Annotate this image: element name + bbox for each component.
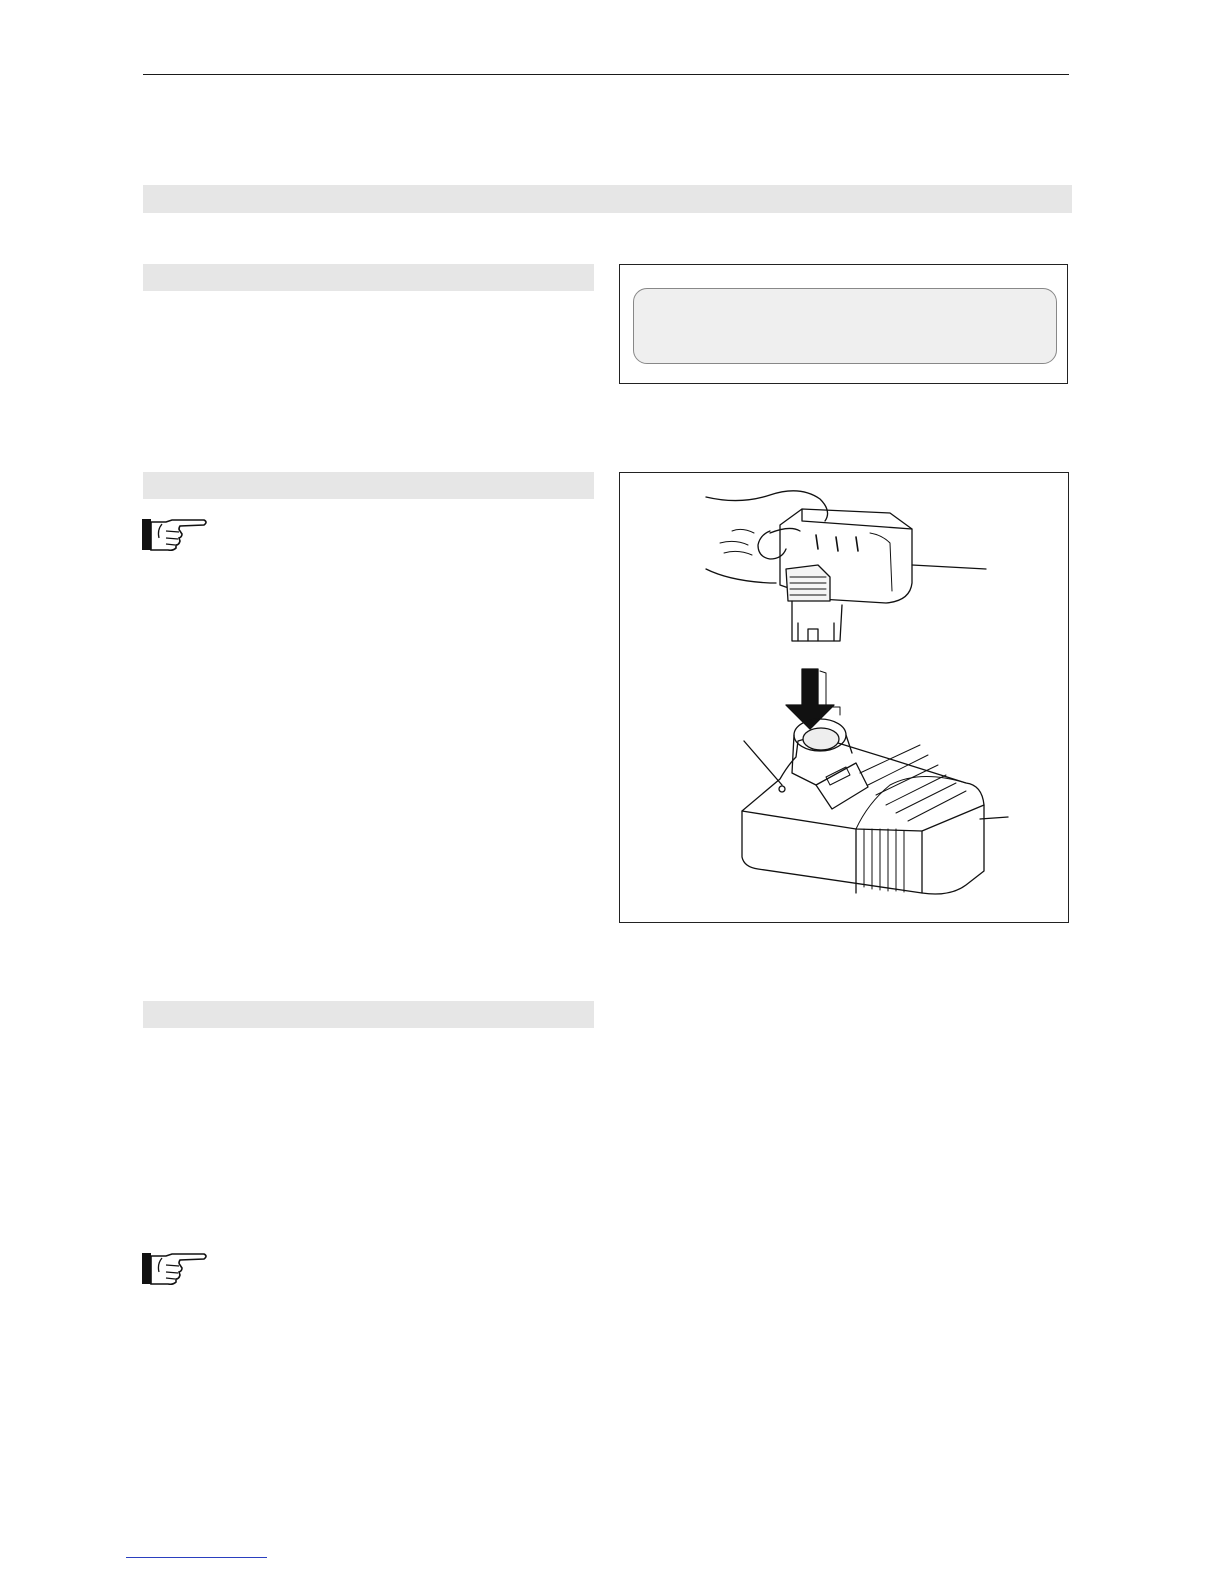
section-heading-bar [143, 185, 1072, 213]
battery-charger-illustration [620, 473, 1070, 924]
notice-box-inner [633, 288, 1057, 364]
figure-battery-charger [619, 472, 1069, 923]
charger-led [779, 786, 785, 792]
pointing-hand-icon [142, 1252, 208, 1286]
subsection-heading-bar-2 [143, 472, 594, 499]
header-rule [143, 74, 1069, 75]
subsection-heading-bar-1 [143, 264, 594, 291]
hand-outline [706, 491, 828, 521]
callout-line-led [744, 741, 782, 785]
hand-outline-lower [706, 569, 776, 583]
callout-line-battery [912, 565, 986, 569]
subsection-heading-bar-3 [143, 1001, 594, 1028]
footer-link-underline [126, 1557, 267, 1558]
pointing-hand-icon [142, 518, 208, 552]
notice-box [619, 264, 1068, 384]
indicator-window [816, 763, 868, 809]
